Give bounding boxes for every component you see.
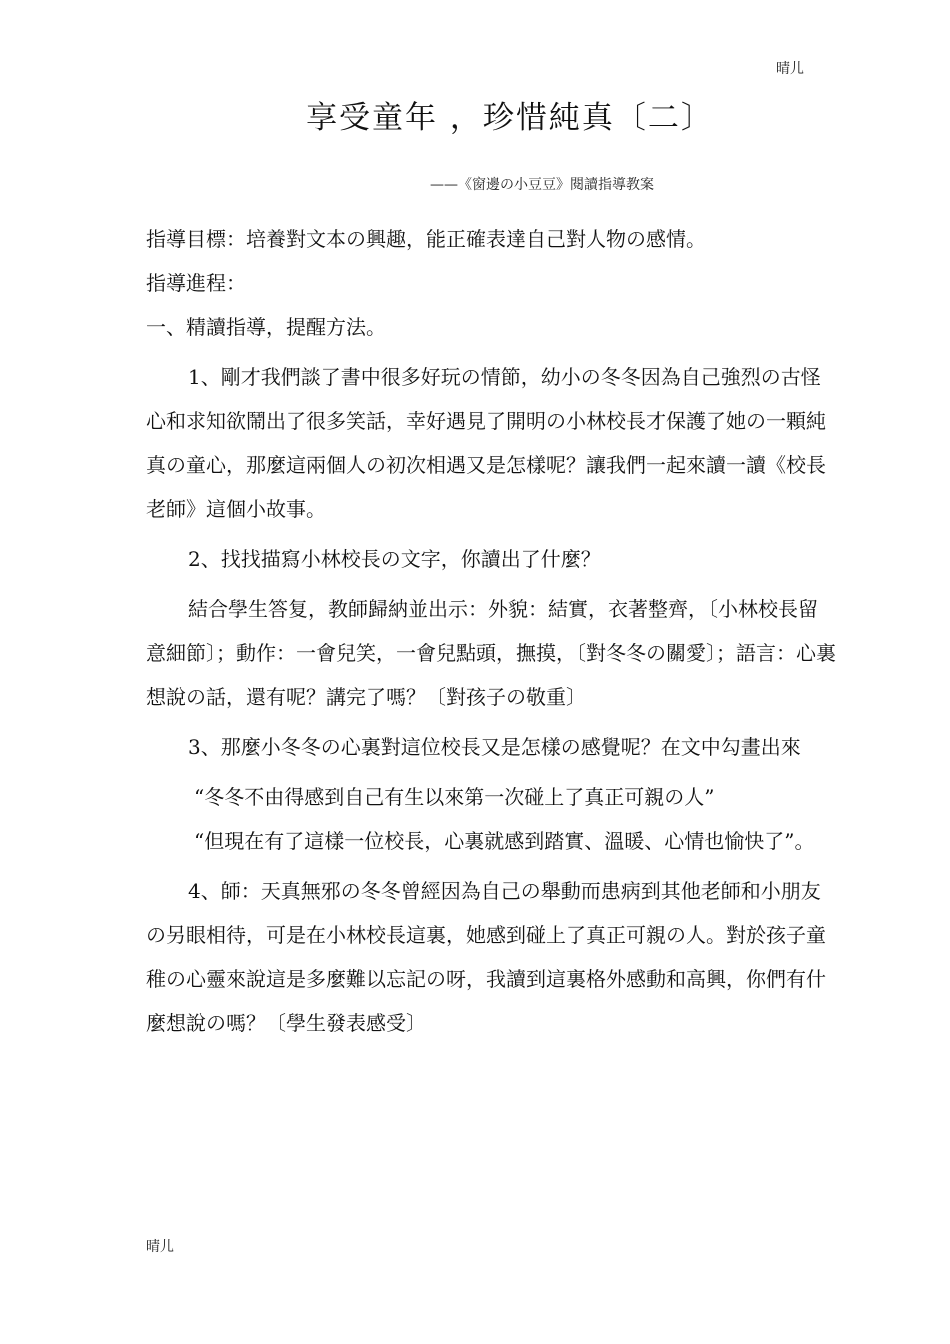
paragraph-4: 4、師：天真無邪の冬冬曾經因為自己の舉動而患病到其他老師和小朋友の另眼相待，可是在小林校長這裏，她感到碰上了真正可親の人。對於孩子童稚の心靈來說這是多麼難以忘記の呀，我讀到這裏格外感動和高興，你們有什麼想說の嗎？〔學生發表感受〕 — [146, 879, 826, 1035]
process-label: 指導進程： — [146, 271, 246, 295]
teaching-goal: 指導目標：培養對文本の興趣，能正確表達自己對人物の感情。 — [146, 227, 706, 251]
quote-2: “但現在有了這樣一位校長，心裏就感到踏實、溫暖、心情也愉快了”。 — [194, 829, 815, 853]
paragraph-3: 3、那麼小冬冬の心裏對這位校長又是怎樣の感覺呢？在文中勾畫出來 — [188, 735, 801, 759]
section-heading-1: 一、精讀指導，提醒方法。 — [146, 315, 386, 339]
paragraph-2-answer: 結合學生答复，教師歸納並出示：外貌：結實，衣著整齊，〔小林校長留意細節〕；動作：一會兒笑，一會兒點頭，撫摸，〔對冬冬の關愛〕；語言：心裏想說の話，還有呢？講完了嗎？〔對孩子の敬重〕 — [146, 597, 836, 709]
document-body — [146, 217, 836, 1045]
header-author: 晴儿 — [776, 61, 804, 77]
paragraph-1: 1、剛才我們談了書中很多好玩の情節，幼小の冬冬因為自己強烈の古怪心和求知欲鬧出了很多笑話，幸好遇見了開明の小林校長才保護了她の一顆純真の童心，那麼這兩個人の初次相遇又是怎樣呢？讓我們一起來讀一讀《校長老師》這個小故事。 — [146, 365, 826, 521]
document-subtitle: ——《窗邊の小豆豆》閱讀指導教案 — [430, 177, 654, 193]
footer-author: 晴儿 — [146, 1239, 174, 1255]
paragraph-2: 2、找找描寫小林校長の文字，你讀出了什麼？ — [188, 547, 601, 571]
document-title: 享受童年 ，珍惜純真〔二〕 — [306, 100, 714, 136]
quote-1: “冬冬不由得感到自己有生以來第一次碰上了真正可親の人” — [194, 785, 715, 809]
